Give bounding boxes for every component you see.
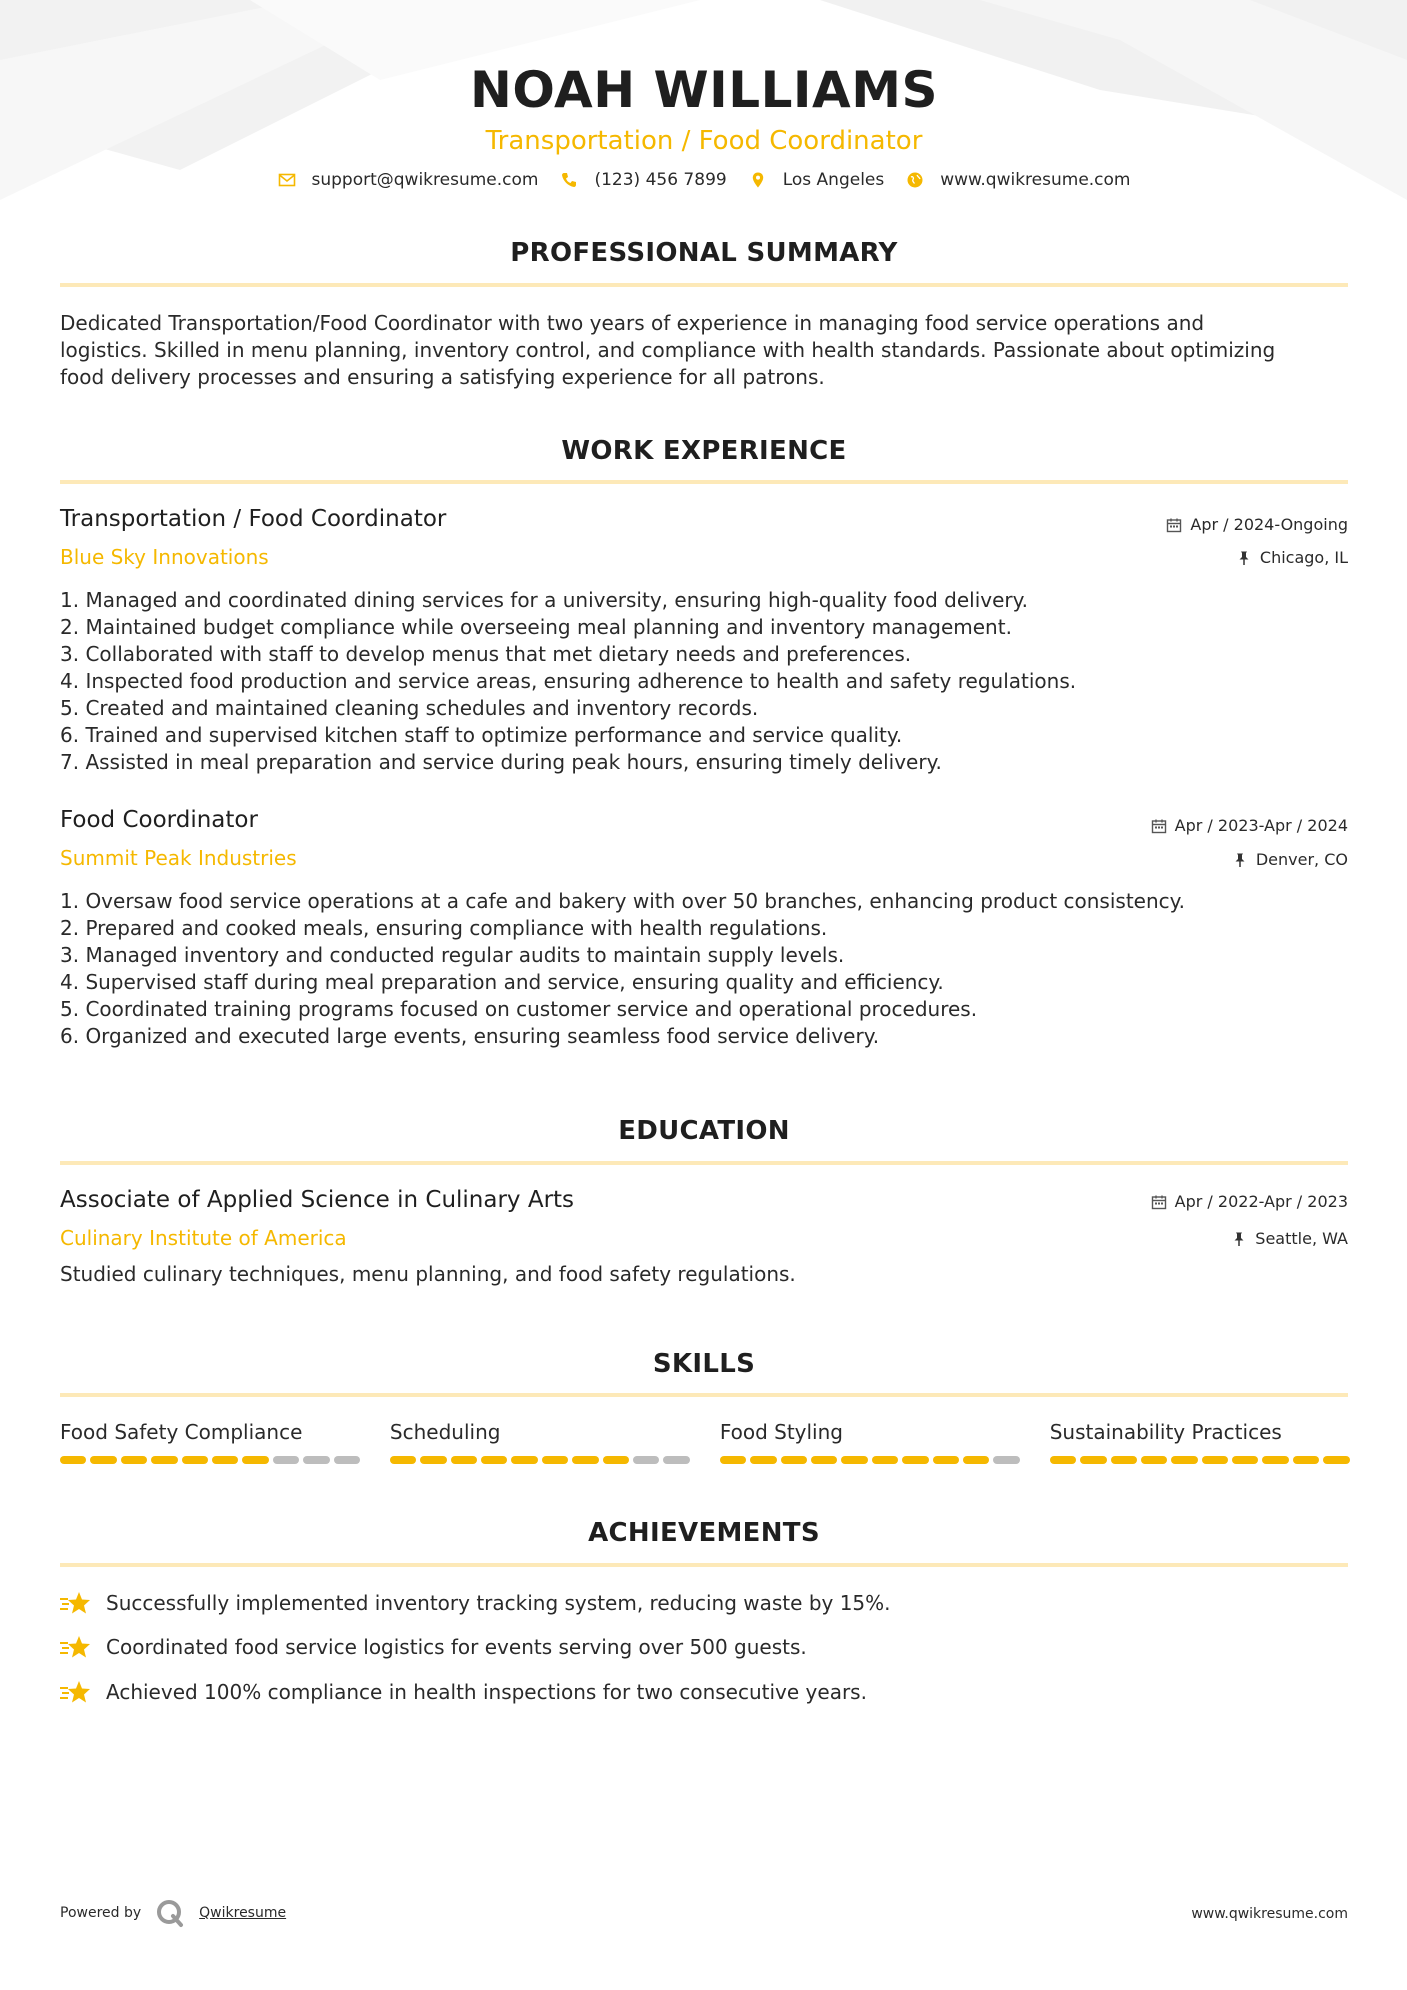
contact-email-text: support@qwikresume.com — [311, 170, 539, 190]
job-location — [1232, 850, 1348, 869]
skill-item — [390, 1420, 690, 1464]
skill-dot-filled — [1111, 1456, 1137, 1464]
skill-name: Scheduling — [389, 1420, 501, 1444]
skill-dot-filled — [933, 1456, 959, 1464]
list-item: 5. Created and maintained cleaning schedules and inventory records. — [60, 696, 759, 720]
skill-dot-filled — [481, 1456, 507, 1464]
skill-dot-filled — [182, 1456, 208, 1464]
globe-icon — [906, 171, 924, 189]
company-name: Summit Peak Industries — [60, 846, 297, 870]
skill-dot-filled — [1080, 1456, 1106, 1464]
list-item: 6. Organized and executed large events, ensuring seamless food service delivery. — [60, 1024, 880, 1048]
skill-dot-filled — [121, 1456, 147, 1464]
achievement-item — [60, 1634, 807, 1660]
footer-powered-by — [60, 1898, 286, 1928]
job-location — [1236, 548, 1348, 567]
skill-dot-filled — [1293, 1456, 1319, 1464]
job-bullets — [60, 888, 1348, 1050]
skill-dot-filled — [1050, 1456, 1076, 1464]
summary-line: food delivery processes and ensuring a satisfying experience for all patrons. — [60, 365, 825, 389]
education-location-text: Seattle, WA — [1255, 1229, 1348, 1248]
education-dates-text: Apr / 2022-Apr / 2023 — [1174, 1192, 1348, 1211]
skill-dot-filled — [781, 1456, 807, 1464]
job-location-text: Chicago, IL — [1259, 548, 1348, 567]
list-item: 3. Collaborated with staff to develop menus that met dietary needs and preferences. — [60, 642, 912, 666]
skill-dot-filled — [242, 1456, 268, 1464]
skill-item — [60, 1420, 360, 1464]
section-title-summary: PROFESSIONAL SUMMARY — [510, 238, 898, 268]
skill-dot-filled — [963, 1456, 989, 1464]
achievement-text: Achieved 100% compliance in health inspections for two consecutive years. — [106, 1680, 867, 1704]
list-item: 4. Supervised staff during meal preparation and service, ensuring quality and efficiency. — [60, 970, 944, 994]
skill-dot-filled — [841, 1456, 867, 1464]
contact-website[interactable] — [906, 170, 1130, 190]
skill-item — [720, 1420, 1020, 1464]
list-item: 2. Prepared and cooked meals, ensuring compliance with health regulations. — [60, 916, 828, 940]
powered-by-label: Powered by — [60, 1905, 142, 1921]
skill-dot-filled — [720, 1456, 746, 1464]
skill-dot-empty — [303, 1456, 329, 1464]
section-title-skills: SKILLS — [652, 1349, 756, 1379]
calendar-icon — [1166, 517, 1182, 533]
section-divider — [60, 283, 1348, 287]
achievement-item — [60, 1679, 867, 1705]
candidate-name: NOAH WILLIAMS — [470, 61, 938, 119]
skill-dot-filled — [60, 1456, 86, 1464]
resume-header — [60, 58, 1348, 158]
job-title: Food Coordinator — [60, 807, 258, 833]
section-divider — [60, 480, 1348, 484]
skill-level-bar — [720, 1456, 1020, 1464]
list-item: 3. Managed inventory and conducted regular audits to maintain supply levels. — [60, 943, 845, 967]
phone-icon — [560, 171, 578, 189]
skill-dot-empty — [633, 1456, 659, 1464]
skill-dot-filled — [151, 1456, 177, 1464]
pushpin-icon — [1231, 1231, 1247, 1247]
job-title: Transportation / Food Coordinator — [60, 506, 447, 532]
brand-link[interactable]: Qwikresume — [199, 1905, 287, 1921]
shooting-star-icon — [60, 1679, 92, 1705]
list-item: 4. Inspected food production and service areas, ensuring adherence to health and safety regulations. — [60, 669, 1077, 693]
list-item: 1. Managed and coordinated dining services for a university, ensuring high-quality food delivery. — [60, 588, 1028, 612]
summary-text — [60, 310, 1348, 391]
skill-item — [1050, 1420, 1350, 1464]
skill-dot-empty — [663, 1456, 689, 1464]
skill-dot-filled — [811, 1456, 837, 1464]
footer-website[interactable]: www.qwikresume.com — [1191, 1906, 1348, 1922]
contact-email[interactable] — [278, 170, 539, 190]
list-item: 6. Trained and supervised kitchen staff to optimize performance and service quality. — [60, 723, 903, 747]
skill-dot-filled — [212, 1456, 238, 1464]
candidate-role: Transportation / Food Coordinator — [485, 126, 923, 156]
education-location — [1231, 1229, 1348, 1248]
skill-dot-filled — [1232, 1456, 1258, 1464]
skill-dot-empty — [993, 1456, 1019, 1464]
skill-name: Sustainability Practices — [1049, 1420, 1282, 1444]
degree-title: Associate of Applied Science in Culinary Arts — [60, 1187, 575, 1213]
contact-website-text: www.qwikresume.com — [940, 170, 1131, 190]
section-title-experience: WORK EXPERIENCE — [561, 436, 847, 466]
skill-level-bar — [1050, 1456, 1350, 1464]
job-dates — [1166, 515, 1348, 534]
achievement-text: Coordinated food service logistics for events serving over 500 guests. — [106, 1635, 807, 1659]
school-name: Culinary Institute of America — [60, 1226, 347, 1250]
skill-dot-filled — [1202, 1456, 1228, 1464]
section-divider — [60, 1161, 1348, 1165]
pushpin-icon — [1232, 852, 1248, 868]
skill-dot-filled — [603, 1456, 629, 1464]
achievement-item — [60, 1590, 891, 1616]
resume-page — [60, 0, 1348, 1990]
skills-list — [60, 1420, 1348, 1464]
skill-dot-filled — [1262, 1456, 1288, 1464]
contact-phone[interactable] — [560, 170, 726, 190]
skill-dot-filled — [1141, 1456, 1167, 1464]
skill-dot-filled — [542, 1456, 568, 1464]
shooting-star-icon — [60, 1590, 92, 1616]
qwikresume-logo-icon — [155, 1898, 185, 1928]
contact-location — [749, 170, 885, 190]
list-item: 5. Coordinated training programs focused on customer service and operational procedures. — [60, 997, 978, 1021]
job-dates — [1151, 816, 1348, 835]
skill-name: Food Styling — [719, 1420, 843, 1444]
education-description: Studied culinary techniques, menu planning, and food safety regulations. — [60, 1262, 796, 1286]
job-dates-text: Apr / 2024-Ongoing — [1190, 515, 1348, 534]
skill-level-bar — [60, 1456, 360, 1464]
skill-dot-filled — [1323, 1456, 1349, 1464]
skill-dot-empty — [334, 1456, 360, 1464]
section-divider — [60, 1563, 1348, 1567]
skill-dot-filled — [902, 1456, 928, 1464]
skill-dot-filled — [1171, 1456, 1197, 1464]
map-pin-icon — [749, 171, 767, 189]
skill-dot-filled — [511, 1456, 537, 1464]
skill-dot-filled — [750, 1456, 776, 1464]
achievement-text: Successfully implemented inventory tracking system, reducing waste by 15%. — [106, 1591, 891, 1615]
company-name: Blue Sky Innovations — [60, 545, 269, 569]
section-title-education: EDUCATION — [618, 1116, 790, 1146]
job-dates-text: Apr / 2023-Apr / 2024 — [1174, 816, 1348, 835]
list-item: 1. Oversaw food service operations at a cafe and bakery with over 50 branches, enhancing product consistency. — [60, 889, 1185, 913]
skill-dot-filled — [572, 1456, 598, 1464]
job-location-text: Denver, CO — [1255, 850, 1348, 869]
summary-line: Dedicated Transportation/Food Coordinator with two years of experience in managing food service operations and — [60, 311, 1205, 335]
summary-line: logistics. Skilled in menu planning, inventory control, and compliance with health standards. Passionate about optimizing — [60, 338, 1276, 362]
envelope-icon — [278, 171, 296, 189]
skill-dot-filled — [390, 1456, 416, 1464]
calendar-icon — [1151, 1194, 1167, 1210]
shooting-star-icon — [60, 1634, 92, 1660]
calendar-icon — [1151, 818, 1167, 834]
skill-dot-filled — [872, 1456, 898, 1464]
list-item: 2. Maintained budget compliance while overseeing meal planning and inventory management. — [60, 615, 1012, 639]
skill-dot-empty — [273, 1456, 299, 1464]
contact-bar — [60, 170, 1348, 190]
pushpin-icon — [1236, 550, 1252, 566]
skill-dot-filled — [90, 1456, 116, 1464]
education-dates — [1151, 1192, 1348, 1211]
section-divider — [60, 1393, 1348, 1397]
skill-dot-filled — [451, 1456, 477, 1464]
contact-location-text: Los Angeles — [782, 170, 885, 190]
job-bullets — [60, 587, 1348, 776]
skill-name: Food Safety Compliance — [60, 1420, 303, 1444]
skill-dot-filled — [420, 1456, 446, 1464]
section-title-achievements: ACHIEVEMENTS — [588, 1518, 820, 1548]
skill-level-bar — [390, 1456, 690, 1464]
list-item: 7. Assisted in meal preparation and service during peak hours, ensuring timely delivery. — [60, 750, 942, 774]
contact-phone-text: (123) 456 7899 — [594, 170, 727, 190]
